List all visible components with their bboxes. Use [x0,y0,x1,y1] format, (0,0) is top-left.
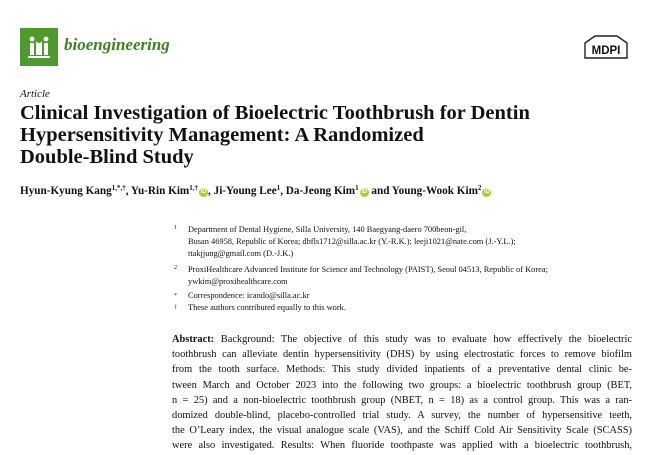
orcid-icon[interactable]: iD [483,189,490,195]
correspondence-mark: * [174,293,177,299]
affiliation-text: Busan 46958, Republic of Korea; dbfls1712@silla.ac.kr (Y.-R.K.); leeji1021@nate.com (J.-Y.L.); [188,237,516,246]
title-line: Double-Blind Study [20,146,194,168]
abstract-line: tween March and October 2023 into the following two groups: a bioelectric toothbrush group (BET, [172,379,632,391]
author-affiliation-mark: 1 [276,184,281,192]
orcid-icon[interactable]: iD [361,189,368,195]
affiliation-text: ywkim@proxihealthcare.com [188,277,288,286]
journal-logo [20,28,58,66]
title-line: Clinical Investigation of Bioelectric Toothbrush for Dentin [20,102,530,124]
abstract-line: Abstract: Background: The objective of this study was to evaluate how effectively the bioelectric [172,334,632,345]
equal-contribution-text: These authors contributed equally to this work. [188,303,346,312]
journal-name[interactable]: bioengineering [64,35,170,54]
mdpi-logo-icon [582,34,630,60]
article-title [20,102,630,168]
affiliation-number: 2 [174,265,177,271]
publisher-logo[interactable] [582,34,630,60]
article-type: Article [20,88,50,100]
affiliation-text: Department of Dental Hygiene, Silla University, 140 Baegyang-daero 700beon-gil, [188,225,467,234]
abstract-line: domized double-blind, placebo-controlled trial study. A survey, the number of hypersensitive teeth, [172,410,632,422]
orcid-icon[interactable]: iD [200,189,207,195]
author-separator: , [125,185,131,197]
affiliation-text: ttakjjung@gmail.com (D.-J.K.) [188,249,294,258]
abstract-line: the O’Leary index, the visual analogue scale (VAS), and the Schiff Cold Air Sensitivity Scale (SCASS) [172,425,632,437]
author-separator: , [208,185,214,197]
author-name[interactable]: Ji-Young Lee [213,185,277,197]
abstract-line: from the tooth surface. Methods: This study divided inpatients of a preventative dental clinic be- [172,364,632,376]
affiliation-number: 1 [174,225,177,231]
author-separator: , [280,185,286,197]
abstract-line: were also investigated. Results: When fluoride toothpaste was applied with a bioelectric toothbrush, [172,440,632,452]
author-separator: and [368,185,392,197]
correspondence-text: Correspondence: icando@silla.ac.kr [188,291,310,300]
abstract-line: n = 25) and a non-bioelectric toothbrush group (NBET, n = 18) as a control group. This was a ran- [172,394,632,406]
abstract-label: Abstract: [172,334,215,345]
author-name[interactable]: Da-Jeong Kim [285,185,356,197]
author-name[interactable]: Young-Wook Kim [391,185,478,197]
author-affiliation-mark: 2 [477,184,482,192]
title-line: Hypersensitivity Management: A Randomized [20,124,424,146]
abstract [172,332,632,454]
publisher-name: MDPI [591,45,621,57]
author-affiliation-mark: 1,*,† [111,184,126,192]
author-affiliation-mark: 1 [355,184,359,192]
author-list [20,184,491,197]
author-name[interactable]: Yu-Rin Kim [130,185,190,197]
equal-contribution-mark: † [174,305,177,311]
affiliation-text: ProxiHealthcare Advanced Institute for Science and Technology (PAIST), Seoul 04513, Republic of Korea; [188,265,548,274]
author-affiliation-mark: 1,† [189,184,198,192]
abstract-line: toothbrush can alleviate dentin hypersensitivity (DHS) by using electrostatic forces to remove biofilm [172,349,632,361]
author-name[interactable]: Hyun-Kyung Kang [20,185,112,197]
journal-logo-mark-icon [20,28,58,66]
